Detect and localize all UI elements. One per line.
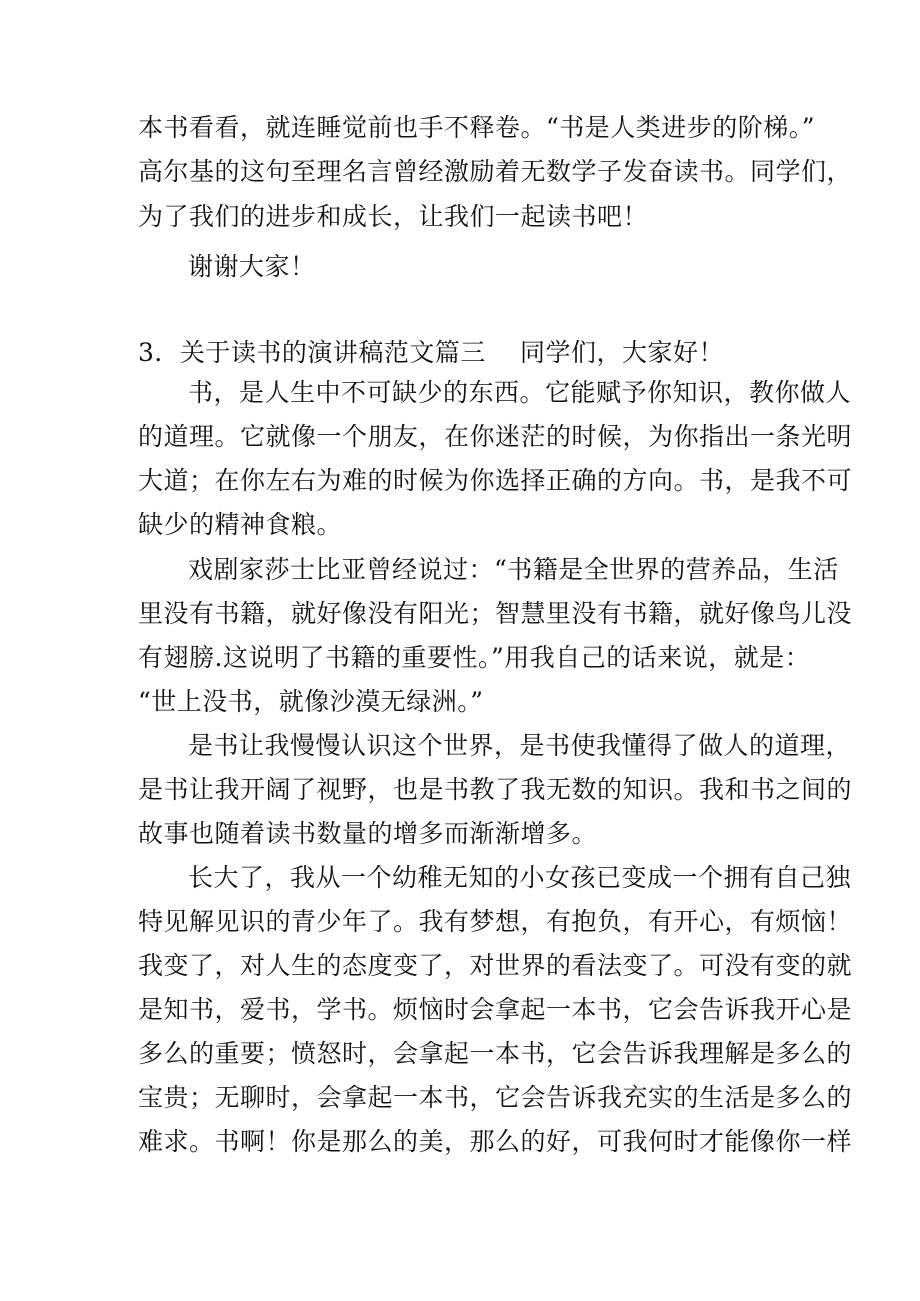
section-greeting: 同学们，大家好！ (520, 338, 725, 367)
paragraph-line: 是书让我慢慢认识这个世界，是书使我懂得了做人的道理， (188, 731, 852, 760)
paragraph-line: 是知书，爱书，学书。烦恼时会拿起一本书，它会告诉我开心是 (138, 995, 853, 1024)
paragraph-line: 缺少的精神食粮。 (138, 510, 343, 539)
paragraph-line: 书，是人生中不可缺少的东西。它能赋予你知识，教你做人 (188, 378, 852, 407)
paragraph-line: “世上没书，就像沙漠无绿洲。” (138, 687, 484, 716)
paragraph-line: 大道；在你左右为难的时候为你选择正确的方向。书，是我不可 (138, 466, 853, 495)
paragraph-line: 是书让我开阔了视野，也是书教了我无数的知识。我和书之间的 (138, 775, 853, 804)
text-line: 为了我们的进步和成长，让我们一起读书吧！ (138, 202, 649, 231)
paragraph-line: 宝贵；无聊时，会拿起一本书，它会告诉我充实的生活是多么的 (138, 1083, 853, 1112)
paragraph-line: 里没有书籍，就好像没有阳光；智慧里没有书籍，就好像鸟儿没 (138, 599, 853, 628)
closing-thanks: 谢谢大家！ (188, 252, 316, 281)
paragraph-line: 的道理。它就像一个朋友，在你迷茫的时候，为你指出一条光明 (138, 422, 853, 451)
text-line: 本书看看，就连睡觉前也手不释卷。“书是人类进步的阶梯。” (138, 113, 816, 142)
paragraph-line: 多么的重要；愤怒时，会拿起一本书，它会告诉我理解是多么的 (138, 1039, 853, 1068)
paragraph-line: 有翅膀.这说明了书籍的重要性。”用我自己的话来说，就是： (138, 643, 811, 672)
paragraph-line: 戏剧家莎士比亚曾经说过：“书籍是全世界的营养品，生活 (188, 555, 839, 584)
paragraph-line: 我变了，对人生的态度变了，对世界的看法变了。可没有变的就 (138, 951, 853, 980)
paragraph-line: 长大了，我从一个幼稚无知的小女孩已变成一个拥有自己独 (188, 863, 852, 892)
paragraph-line: 特见解见识的青少年了。我有梦想，有抱负，有开心，有烦恼！ (138, 907, 853, 936)
paragraph-line: 难求。书啊！你是那么的美，那么的好，可我何时才能像你一样 (138, 1127, 853, 1156)
section-title: 3．关于读书的演讲稿范文篇三 (138, 338, 486, 367)
text-line: 高尔基的这句至理名言曾经激励着无数学子发奋读书。同学们， (138, 157, 853, 186)
paragraph-line: 故事也随着读书数量的增多而渐渐增多。 (138, 819, 598, 848)
